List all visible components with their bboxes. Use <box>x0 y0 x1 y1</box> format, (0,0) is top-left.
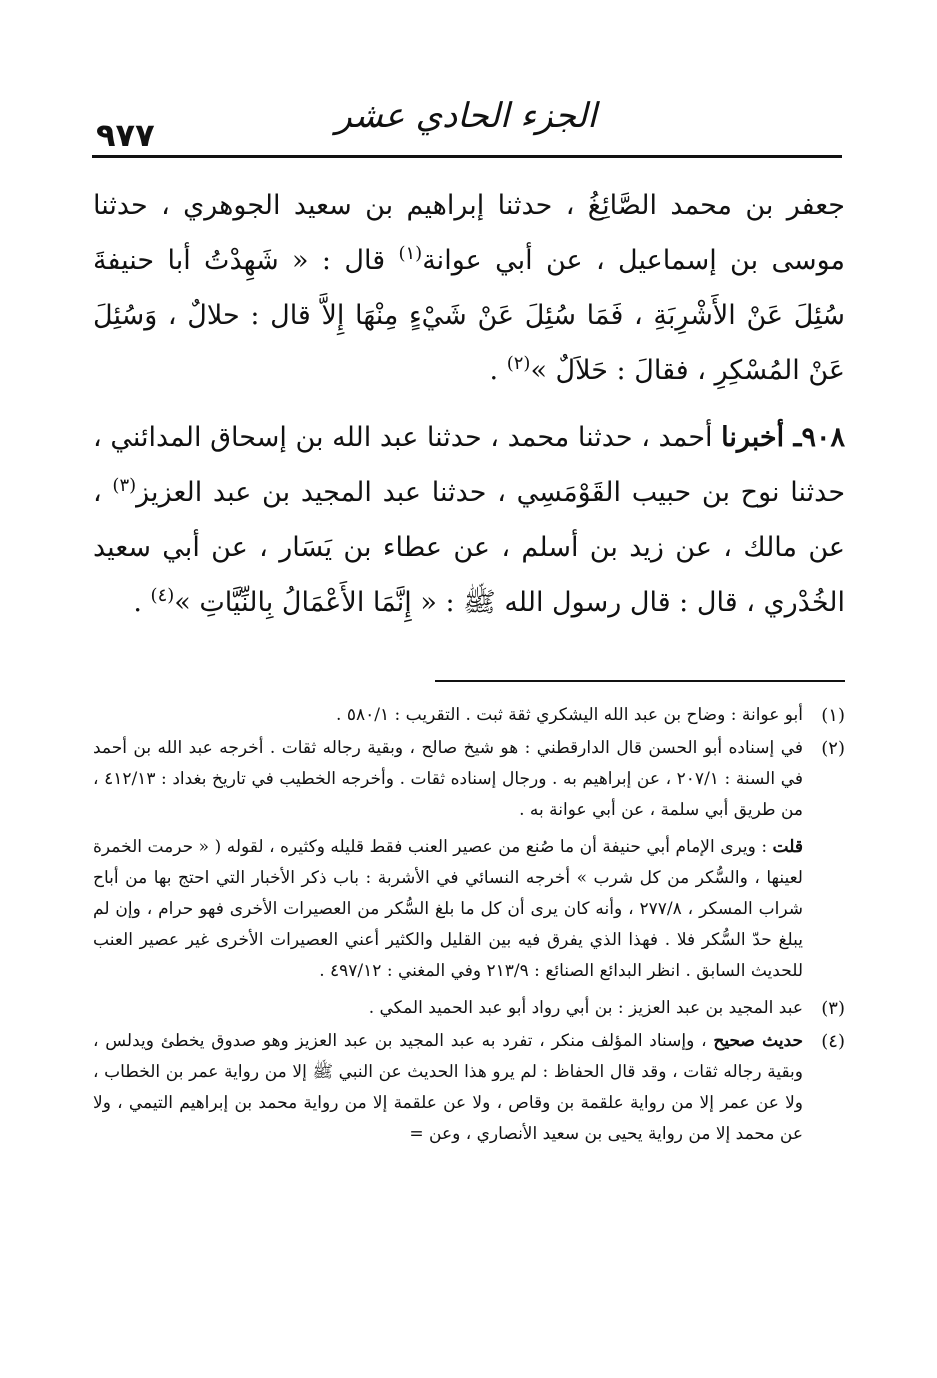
paragraph-1-text: جعفر بن محمد الصَّائِغُ ، حدثنا إبراهيم بن سعيد الجوهري ، حدثنا موسى بن إسماعيل ، عن أبي عوانة <box>93 190 845 276</box>
commentary-text: : ويرى الإمام أبي حنيفة أن ما صُنع من عصير العنب فقط قليله وكثيره ، لقوله ( « حرمت الخمرة لعينها ، والسُّكر من كل شرب » أخرجه النسائي في الأشربة : باب ذكر الأخبار التي احتج بها من أباح شراب المسكر ، ٢٧٧/٨ ، وأنه كان يرى أن كل ما بلغ السُّكر من العصيرات الأخرى فهو حرام ، وإن لم يبلغ حدّ السُّكر فلا . فهذا الذي يفرق فيه بين القليل والكثير أعني العصيرات الأخرى غير عصير العنب للحديث السابق . انظر البدائع الصنائع : ٢١٣/٩ وفي المغني : ٤٩٧/١٢ . <box>93 837 803 981</box>
footnote-1-marker: (١) <box>821 705 845 726</box>
footnote-4-body <box>93 1026 803 1150</box>
paragraph-2-text: أحمد ، حدثنا محمد ، حدثنا عبد الله بن إسحاق المدائني ، حدثنا نوح بن حبيب القَوْمَسِي ، حدثنا عبد المجيد بن عبد العزيز <box>93 422 846 508</box>
paragraph-1-end: . <box>489 355 507 386</box>
footnote-2-marker: (٢) <box>821 738 845 759</box>
page-header <box>90 92 842 158</box>
hadith-number: ٩٠٨ـ <box>793 422 845 453</box>
footnote-ref-1[interactable]: (١) <box>398 243 423 264</box>
running-title: الجزء الحادي عشر <box>335 96 597 136</box>
page-number: ٩٧٧ <box>96 116 155 154</box>
footnote-2-text: في إسناده أبو الحسن قال الدارقطني : هو شيخ صالح ، وبقية رجاله ثقات . أخرجه عبد الله بن أحمد في السنة : ٢٠٧/١ ، عن إبراهيم به . ورجال إسناده ثقات . وأخرجه الخطيب في تاريخ بغداد : ٤١٢/١٣ ، من طريق أبي سلمة ، عن أبي عوانة به . <box>93 738 803 820</box>
footnote-4-text: ، وإسناد المؤلف منكر ، تفرد به عبد المجيد بن عبد العزيز وهو صدوق يخطئ ويدلس ، وبقية رجاله ثقات ، وقد قال الحفاظ : لم يرو هذا الحديث عن النبي ﷺ إلا من رواية عمر بن الخطاب ، ولا عن عمر إلا من رواية علقمة بن وقاص ، ولا عن علقمة إلا من رواية محمد بن إبراهيم التيمي ، ولا عن محمد إلا من رواية يحيى بن سعيد الأنصاري ، وعن = <box>93 1031 803 1144</box>
paragraph-2 <box>93 410 845 630</box>
header-rule <box>92 155 842 158</box>
footnote-4-marker: (٤) <box>821 1031 845 1052</box>
footnote-ref-3[interactable]: (٣) <box>112 475 137 496</box>
footnote-separator <box>435 680 845 682</box>
footnote-4 <box>93 1026 845 1150</box>
hadith-lead: أخبرنا <box>721 422 794 453</box>
footnote-2 <box>93 733 845 826</box>
footnote-3 <box>93 993 845 1024</box>
paragraph-2-end: . <box>133 587 151 618</box>
footnote-ref-4[interactable]: (٤) <box>150 585 175 606</box>
footnote-3-marker: (٣) <box>821 998 845 1019</box>
paragraph-2-continued: ، عن مالك ، عن زيد بن أسلم ، عن عطاء بن يَسَار ، عن أبي سعيد الخُدْري ، قال : قال رسول الله ﷺ : « إِنَّمَا الأَعْمَالُ بِالنِّيَّاتِ » <box>93 477 845 618</box>
main-text <box>93 178 845 630</box>
footnote-1-text: أبو عوانة : وضاح بن عبد الله اليشكري ثقة ثبت . التقريب : ٥٨٠/١ . <box>336 705 803 725</box>
footnotes <box>93 700 845 1152</box>
footnote-1 <box>93 700 845 731</box>
footnote-4-label: حديث صحيح <box>713 1031 803 1051</box>
paragraph-1-continued: قال : « شَهِدْتُ أبا حنيفةَ سُئِلَ عَنْ الأَشْرِبَةِ ، فَمَا سُئِلَ عَنْ شَيْءٍ مِنْهَا إِلاَّ قال : حلالٌ ، وَسُئِلَ عَنْ المُسْكِرِ ، فقالَ : حَلاَلٌ » <box>93 245 845 386</box>
paragraph-1 <box>93 178 845 398</box>
commentary-label: قلت <box>772 837 803 857</box>
commentary-note <box>93 832 845 987</box>
footnote-ref-2[interactable]: (٢) <box>506 353 531 374</box>
footnote-3-text: عبد المجيد بن عبد العزيز : بن أبي رواد أبو عبد الحميد المكي . <box>368 998 803 1018</box>
